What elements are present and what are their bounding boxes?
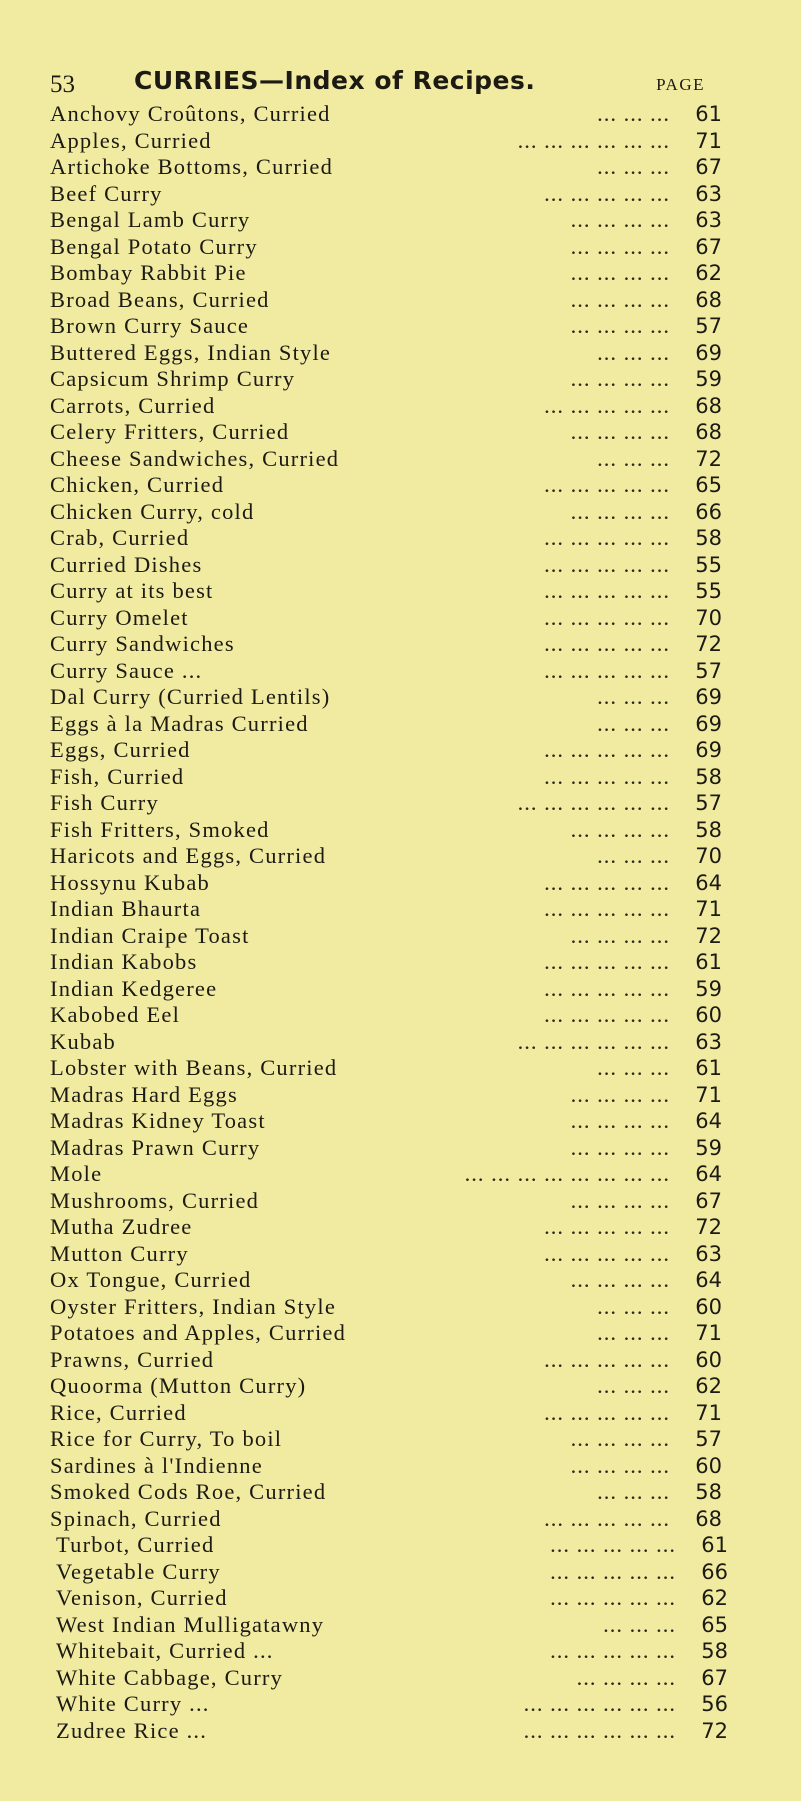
recipe-page-number: 56 — [701, 1692, 728, 1716]
index-entry — [50, 1506, 722, 1533]
index-entry — [50, 1479, 722, 1506]
recipe-name: Kabobed Eel — [50, 1002, 181, 1027]
index-entry — [50, 870, 722, 897]
recipe-page-number: 61 — [701, 1533, 728, 1557]
dot-leader: ... ... ... ... ... ... ... ... — [464, 1161, 670, 1186]
dot-leader: ... ... ... ... ... ... — [517, 127, 670, 153]
recipe-name: Bengal Potato Curry — [50, 233, 258, 259]
recipe-name: Kubab — [50, 1028, 116, 1054]
recipe-page-number: 72 — [695, 923, 722, 948]
recipe-page-number: 71 — [695, 1321, 722, 1345]
dot-leader: ... ... ... ... — [570, 1267, 670, 1292]
recipe-name: Indian Craipe Toast — [50, 922, 250, 948]
dot-leader: ... ... ... — [597, 1293, 670, 1319]
dot-leader: ... ... ... ... — [570, 1187, 670, 1213]
index-entry — [50, 1108, 722, 1135]
index-entry — [50, 1400, 722, 1427]
recipe-index-list — [50, 101, 728, 1744]
recipe-page-number: 61 — [695, 1056, 722, 1080]
recipe-name: Crab, Curried — [50, 525, 190, 550]
dot-leader: ... ... ... ... ... — [544, 763, 670, 789]
recipe-name: Curry Omelet — [50, 604, 189, 630]
dot-leader: ... ... ... ... ... — [544, 631, 670, 656]
recipe-name: Beef Curry — [50, 180, 163, 206]
index-entry — [56, 1559, 728, 1586]
recipe-name: Eggs à la Madras Curried — [50, 710, 309, 736]
recipe-name: Turbot, Curried — [56, 1532, 215, 1557]
recipe-name: Fish, Curried — [50, 763, 185, 789]
recipe-name: Venison, Curried — [56, 1585, 228, 1610]
index-entry — [50, 446, 722, 473]
dot-leader: ... ... ... ... ... — [544, 472, 670, 497]
dot-leader: ... ... ... ... — [570, 260, 670, 285]
recipe-name: Vegetable Curry — [56, 1558, 221, 1584]
index-entry — [56, 1612, 728, 1639]
recipe-page-number: 65 — [701, 1612, 728, 1637]
dot-leader: ... ... ... ... ... — [544, 896, 670, 921]
index-entry — [50, 552, 722, 579]
dot-leader: ... ... ... — [597, 710, 670, 736]
recipe-name: Curry Sauce ... — [50, 657, 203, 683]
dot-leader: ... ... ... ... ... — [544, 1240, 670, 1266]
index-entry — [50, 260, 722, 287]
dot-leader: ... ... ... ... ... — [544, 975, 670, 1001]
dot-leader: ... ... ... ... ... — [544, 180, 670, 206]
dot-leader: ... ... ... — [597, 154, 670, 179]
recipe-page-number: 67 — [695, 155, 722, 179]
index-entry — [50, 1002, 722, 1029]
index-entry — [50, 1188, 722, 1215]
dot-leader: ... ... ... — [597, 445, 670, 471]
index-entry — [50, 764, 722, 791]
recipe-page-number: 62 — [701, 1586, 728, 1610]
recipe-name: Potatoes and Apples, Curried — [50, 1320, 347, 1345]
index-entry — [50, 711, 722, 738]
dot-leader: ... ... ... — [603, 1611, 676, 1637]
dot-leader: ... ... ... — [597, 1479, 670, 1504]
recipe-name: Anchovy Croûtons, Curried — [50, 101, 331, 126]
recipe-page-number: 64 — [695, 1109, 722, 1133]
recipe-name: Mole — [50, 1161, 103, 1186]
recipe-page-number: 69 — [695, 340, 722, 365]
index-entry — [50, 684, 722, 711]
recipe-name: Quoorma (Mutton Curry) — [50, 1373, 307, 1398]
recipe-name: West Indian Mulligatawny — [56, 1611, 325, 1637]
index-entry — [50, 1135, 722, 1162]
index-entry — [50, 525, 722, 552]
recipe-name: White Cabbage, Curry — [56, 1664, 284, 1690]
page-header — [50, 66, 705, 100]
dot-leader: ... ... ... ... ... — [544, 737, 670, 762]
index-entry — [50, 896, 722, 923]
recipe-name: Curry Sandwiches — [50, 631, 235, 656]
dot-leader: ... ... ... ... — [570, 233, 670, 259]
page-column-label: PAGE — [656, 75, 705, 94]
recipe-page-number: 62 — [695, 1374, 722, 1398]
dot-leader: ... ... ... ... ... — [544, 604, 670, 630]
index-entry — [50, 817, 722, 844]
index-entry — [50, 287, 722, 314]
recipe-page-number: 72 — [701, 1718, 728, 1743]
index-entry — [50, 1082, 722, 1109]
recipe-name: Spinach, Curried — [50, 1505, 222, 1531]
dot-leader: ... ... ... — [597, 684, 670, 709]
recipe-page-number: 63 — [695, 208, 722, 232]
recipe-page-number: 70 — [695, 605, 722, 630]
dot-leader: ... ... ... ... — [570, 498, 670, 524]
index-entry — [50, 658, 722, 685]
index-entry — [50, 1347, 722, 1374]
recipe-page-number: 67 — [701, 1665, 728, 1690]
index-entry — [50, 737, 722, 764]
index-entry — [56, 1532, 728, 1559]
recipe-page-number: 66 — [695, 499, 722, 524]
dot-leader: ... ... ... ... ... — [544, 1346, 670, 1372]
dot-leader: ... ... ... — [597, 843, 670, 868]
recipe-page-number: 57 — [695, 314, 722, 338]
recipe-page-number: 62 — [695, 261, 722, 285]
recipe-page-number: 58 — [695, 1480, 722, 1504]
index-entry — [50, 419, 722, 446]
recipe-name: Smoked Cods Roe, Curried — [50, 1479, 327, 1504]
recipe-name: Mutton Curry — [50, 1240, 189, 1266]
index-entry — [50, 313, 722, 340]
recipe-name: Cheese Sandwiches, Curried — [50, 445, 340, 471]
dot-leader: ... ... ... ... ... ... — [517, 1028, 670, 1054]
recipe-page-number: 72 — [695, 1215, 722, 1239]
recipe-name: Mutha Zudree — [50, 1214, 193, 1239]
recipe-page-number: 67 — [695, 1188, 722, 1213]
dot-leader: ... ... ... ... ... — [544, 1399, 670, 1425]
dot-leader: ... ... ... ... ... — [550, 1638, 676, 1663]
recipe-page-number: 60 — [695, 1003, 722, 1027]
index-entry — [50, 1426, 722, 1453]
index-entry — [50, 154, 722, 181]
recipe-name: Bombay Rabbit Pie — [50, 260, 247, 285]
recipe-page-number: 59 — [695, 1135, 722, 1160]
dot-leader: ... ... ... ... — [570, 313, 670, 338]
recipe-name: Indian Kabobs — [50, 949, 198, 974]
dot-leader: ... ... ... ... ... ... — [517, 790, 670, 815]
recipe-name: Celery Fritters, Curried — [50, 419, 290, 444]
recipe-name: Indian Kedgeree — [50, 975, 218, 1001]
index-entry — [50, 234, 722, 261]
recipe-name: Madras Hard Eggs — [50, 1081, 238, 1107]
dot-leader: ... ... ... ... ... — [550, 1532, 676, 1557]
recipe-name: Chicken, Curried — [50, 472, 225, 497]
recipe-name: Brown Curry Sauce — [50, 313, 250, 338]
recipe-name: Mushrooms, Curried — [50, 1187, 260, 1213]
dot-leader: ... ... ... ... — [570, 1452, 670, 1478]
dot-leader: ... ... ... ... — [570, 1108, 670, 1133]
recipe-name: Madras Prawn Curry — [50, 1134, 261, 1160]
dot-leader: ... ... ... ... — [570, 419, 670, 444]
recipe-name: Rice for Curry, To boil — [50, 1426, 283, 1451]
index-entry — [50, 1320, 722, 1347]
dot-leader: ... ... ... ... ... ... — [523, 1717, 676, 1743]
recipe-name: Indian Bhaurta — [50, 896, 202, 921]
dot-leader: ... ... ... ... — [570, 207, 670, 232]
index-entry — [50, 1029, 722, 1056]
recipe-name: Carrots, Curried — [50, 392, 216, 418]
recipe-name: Madras Kidney Toast — [50, 1108, 266, 1133]
recipe-page-number: 61 — [695, 950, 722, 974]
index-entry — [50, 605, 722, 632]
recipe-page-number: 68 — [695, 393, 722, 418]
dot-leader: ... ... ... ... — [570, 1134, 670, 1160]
recipe-name: Apples, Curried — [50, 127, 212, 153]
recipe-name: Ox Tongue, Curried — [50, 1267, 252, 1292]
recipe-page-number: 58 — [695, 764, 722, 789]
index-entry — [50, 340, 722, 367]
index-entry — [50, 1214, 722, 1241]
recipe-page-number: 60 — [695, 1347, 722, 1372]
recipe-name: Buttered Eggs, Indian Style — [50, 339, 332, 365]
dot-leader: ... ... ... ... ... — [550, 1585, 676, 1610]
recipe-page-number: 69 — [695, 738, 722, 762]
index-entry — [50, 1161, 722, 1188]
recipe-page-number: 68 — [695, 1506, 722, 1531]
recipe-page-number: 67 — [695, 234, 722, 259]
dot-leader: ... ... ... ... — [570, 1081, 670, 1107]
index-entry — [50, 578, 722, 605]
index-entry — [56, 1691, 728, 1718]
page-title: CURRIES—Index of Recipes. — [134, 66, 536, 95]
dot-leader: ... ... ... ... ... — [544, 392, 670, 418]
recipe-page-number: 63 — [695, 1241, 722, 1266]
dot-leader: ... ... ... ... — [570, 366, 670, 391]
index-entry — [50, 1373, 722, 1400]
recipe-page-number: 64 — [695, 870, 722, 895]
recipe-page-number: 58 — [695, 526, 722, 550]
recipe-name: Dal Curry (Curried Lentils) — [50, 684, 331, 709]
index-entry — [50, 366, 722, 393]
recipe-name: Prawns, Curried — [50, 1346, 215, 1372]
recipe-page-number: 68 — [695, 287, 722, 312]
recipe-page-number: 71 — [695, 128, 722, 153]
dot-leader: ... ... ... ... — [570, 286, 670, 312]
recipe-page-number: 72 — [695, 632, 722, 656]
dot-leader: ... ... ... ... — [576, 1664, 676, 1690]
recipe-page-number: 69 — [695, 711, 722, 736]
recipe-name: Bengal Lamb Curry — [50, 207, 251, 232]
dot-leader: ... ... ... ... ... — [544, 551, 670, 577]
dot-leader: ... ... ... ... ... — [544, 578, 670, 603]
index-entry — [50, 101, 722, 128]
recipe-name: Eggs, Curried — [50, 737, 191, 762]
dot-leader: ... ... ... — [597, 101, 670, 126]
recipe-page-number: 64 — [695, 1268, 722, 1292]
recipe-page-number: 69 — [695, 685, 722, 709]
dot-leader: ... ... ... — [597, 1373, 670, 1398]
recipe-name: Rice, Curried — [50, 1399, 187, 1425]
recipe-page-number: 61 — [695, 102, 722, 126]
dot-leader: ... ... ... ... ... — [544, 1002, 670, 1027]
recipe-name: Fish Fritters, Smoked — [50, 816, 270, 842]
index-entry — [50, 976, 722, 1003]
recipe-page-number: 65 — [695, 473, 722, 497]
index-entry — [50, 1267, 722, 1294]
recipe-page-number: 57 — [695, 1427, 722, 1451]
recipe-name: Oyster Fritters, Indian Style — [50, 1293, 337, 1319]
dot-leader: ... ... ... ... ... ... — [523, 1691, 676, 1716]
index-entry — [50, 393, 722, 420]
recipe-page-number: 68 — [695, 420, 722, 444]
dot-leader: ... ... ... — [597, 1320, 670, 1345]
recipe-name: Sardines à l'Indienne — [50, 1452, 263, 1478]
index-entry — [56, 1585, 728, 1612]
recipe-page-number: 66 — [701, 1559, 728, 1584]
index-entry — [56, 1665, 728, 1692]
dot-leader: ... ... ... — [597, 1055, 670, 1080]
recipe-name: Zudree Rice ... — [56, 1717, 208, 1743]
dot-leader: ... ... ... ... ... — [544, 949, 670, 974]
recipe-name: Broad Beans, Curried — [50, 286, 270, 312]
recipe-page-number: 55 — [695, 579, 722, 603]
index-entry — [50, 472, 722, 499]
index-entry — [50, 790, 722, 817]
recipe-name: Curry at its best — [50, 578, 214, 603]
index-entry — [50, 631, 722, 658]
recipe-name: Artichoke Bottoms, Curried — [50, 154, 334, 179]
index-entry — [50, 1294, 722, 1321]
recipe-page-number: 58 — [701, 1639, 728, 1663]
index-entry — [56, 1718, 728, 1745]
recipe-page-number: 59 — [695, 976, 722, 1001]
recipe-page-number: 60 — [695, 1294, 722, 1319]
recipe-name: Hossynu Kubab — [50, 869, 210, 895]
recipe-name: Capsicum Shrimp Curry — [50, 366, 296, 391]
dot-leader: ... ... ... ... — [570, 1426, 670, 1451]
recipe-name: Haricots and Eggs, Curried — [50, 843, 327, 868]
index-entry — [50, 1055, 722, 1082]
index-entry — [50, 499, 722, 526]
dot-leader: ... ... ... ... ... — [544, 1214, 670, 1239]
dot-leader: ... ... ... — [597, 339, 670, 365]
index-entry — [50, 207, 722, 234]
index-entry — [50, 843, 722, 870]
recipe-name: Chicken Curry, cold — [50, 498, 255, 524]
recipe-page-number: 55 — [695, 552, 722, 577]
recipe-name: White Curry ... — [56, 1691, 210, 1716]
recipe-name: Fish Curry — [50, 790, 159, 815]
recipe-page-number: 57 — [695, 791, 722, 815]
dot-leader: ... ... ... ... ... — [544, 657, 670, 683]
recipe-page-number: 63 — [695, 181, 722, 206]
page-number: 53 — [50, 71, 75, 98]
recipe-page-number: 71 — [695, 1400, 722, 1425]
dot-leader: ... ... ... ... — [570, 922, 670, 948]
dot-leader: ... ... ... ... — [570, 816, 670, 842]
recipe-page-number: 71 — [695, 1082, 722, 1107]
dot-leader: ... ... ... ... ... — [544, 869, 670, 895]
recipe-name: Whitebait, Curried ... — [56, 1638, 274, 1663]
recipe-page-number: 59 — [695, 367, 722, 391]
index-entry — [50, 949, 722, 976]
recipe-page-number: 58 — [695, 817, 722, 842]
recipe-page-number: 60 — [695, 1453, 722, 1478]
recipe-page-number: 70 — [695, 844, 722, 868]
recipe-page-number: 72 — [695, 446, 722, 471]
index-entry — [50, 128, 722, 155]
recipe-page-number: 64 — [695, 1162, 722, 1186]
index-entry — [56, 1638, 728, 1665]
recipe-name: Curried Dishes — [50, 551, 203, 577]
recipe-page-number: 57 — [695, 658, 722, 683]
index-entry — [50, 1453, 722, 1480]
recipe-name: Lobster with Beans, Curried — [50, 1055, 338, 1080]
dot-leader: ... ... ... ... ... — [550, 1558, 676, 1584]
index-entry — [50, 181, 722, 208]
dot-leader: ... ... ... ... ... — [544, 525, 670, 550]
recipe-page-number: 63 — [695, 1029, 722, 1054]
index-entry — [50, 923, 722, 950]
index-entry — [50, 1241, 722, 1268]
dot-leader: ... ... ... ... ... — [544, 1505, 670, 1531]
recipe-page-number: 71 — [695, 897, 722, 921]
